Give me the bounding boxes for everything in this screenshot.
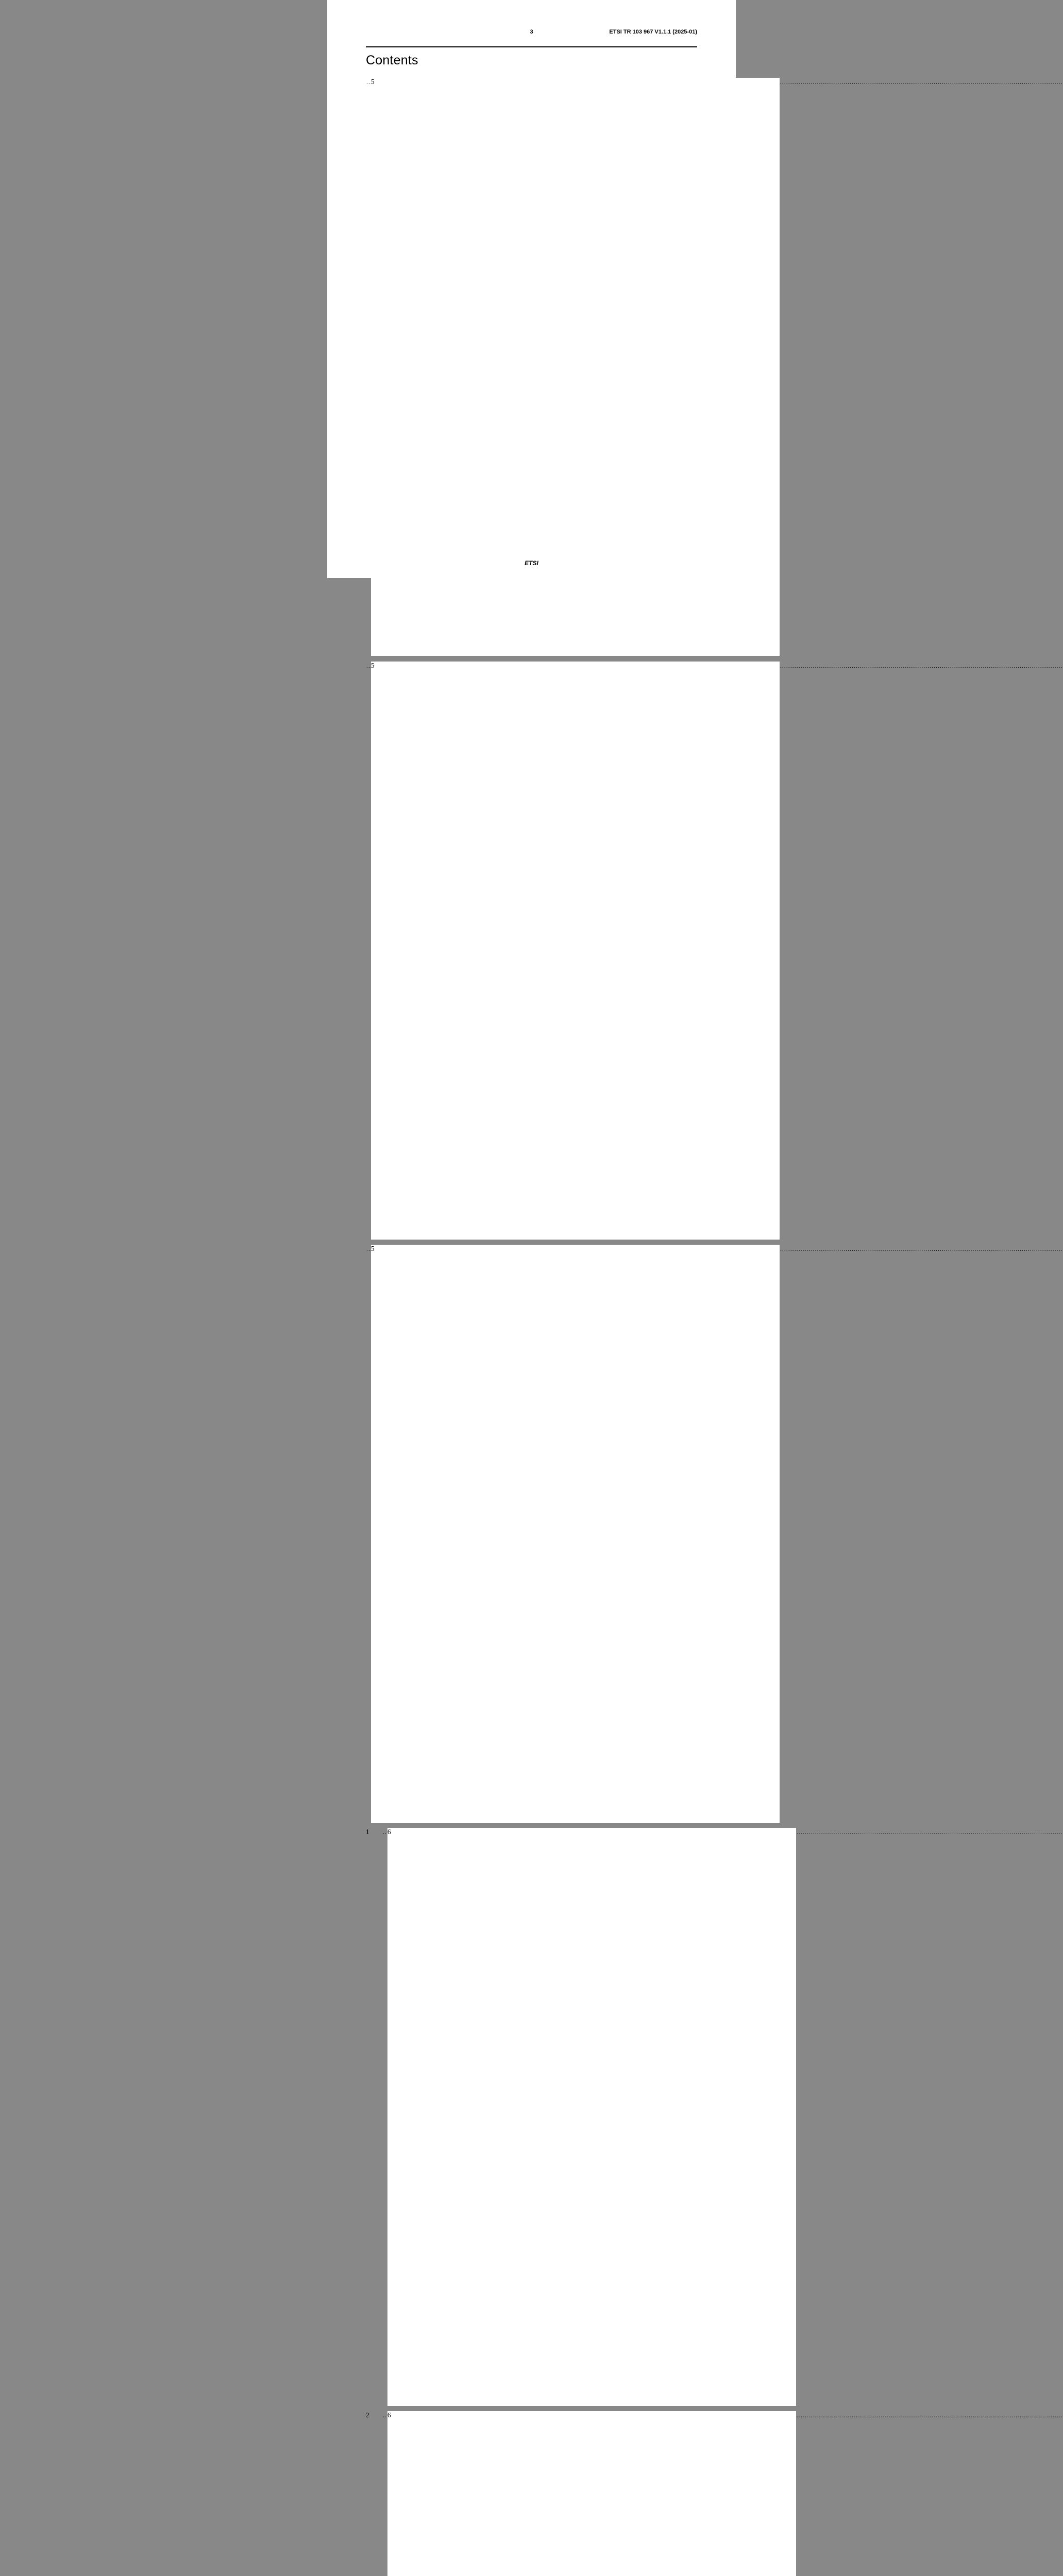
toc-entry[interactable] xyxy=(366,1245,697,1823)
toc-leader-dots xyxy=(366,1245,370,1253)
toc-entry-page: 5 xyxy=(371,78,780,656)
toc-entry-number: 1 xyxy=(366,1828,382,1836)
toc-leader-dots xyxy=(383,1828,387,1837)
toc-leader-dots xyxy=(366,662,370,670)
page-footer-etsi-label: ETSI xyxy=(327,560,736,567)
header-rule xyxy=(366,46,697,47)
toc-leader-dots xyxy=(366,78,370,87)
toc-entry-number: 2 xyxy=(366,2411,382,2419)
toc-leader-dots xyxy=(383,2411,387,2420)
toc-entry-page: 5 xyxy=(371,1245,780,1823)
toc-entry[interactable] xyxy=(366,78,697,656)
toc-entry-page: 6 xyxy=(387,1828,796,2406)
toc-entry[interactable] xyxy=(366,2411,697,2576)
toc-entry-page: 6 xyxy=(387,2411,796,2576)
contents-heading: Contents xyxy=(366,53,418,68)
toc-entry-page: 5 xyxy=(371,662,780,1240)
table-of-contents xyxy=(366,73,697,2576)
header-document-reference: ETSI TR 103 967 V1.1.1 (2025-01) xyxy=(609,29,697,36)
header-page-number: 3 xyxy=(530,29,533,36)
page-header xyxy=(366,29,697,36)
toc-entry[interactable] xyxy=(366,662,697,1240)
document-page xyxy=(327,0,736,578)
toc-entry[interactable] xyxy=(366,1828,697,2406)
